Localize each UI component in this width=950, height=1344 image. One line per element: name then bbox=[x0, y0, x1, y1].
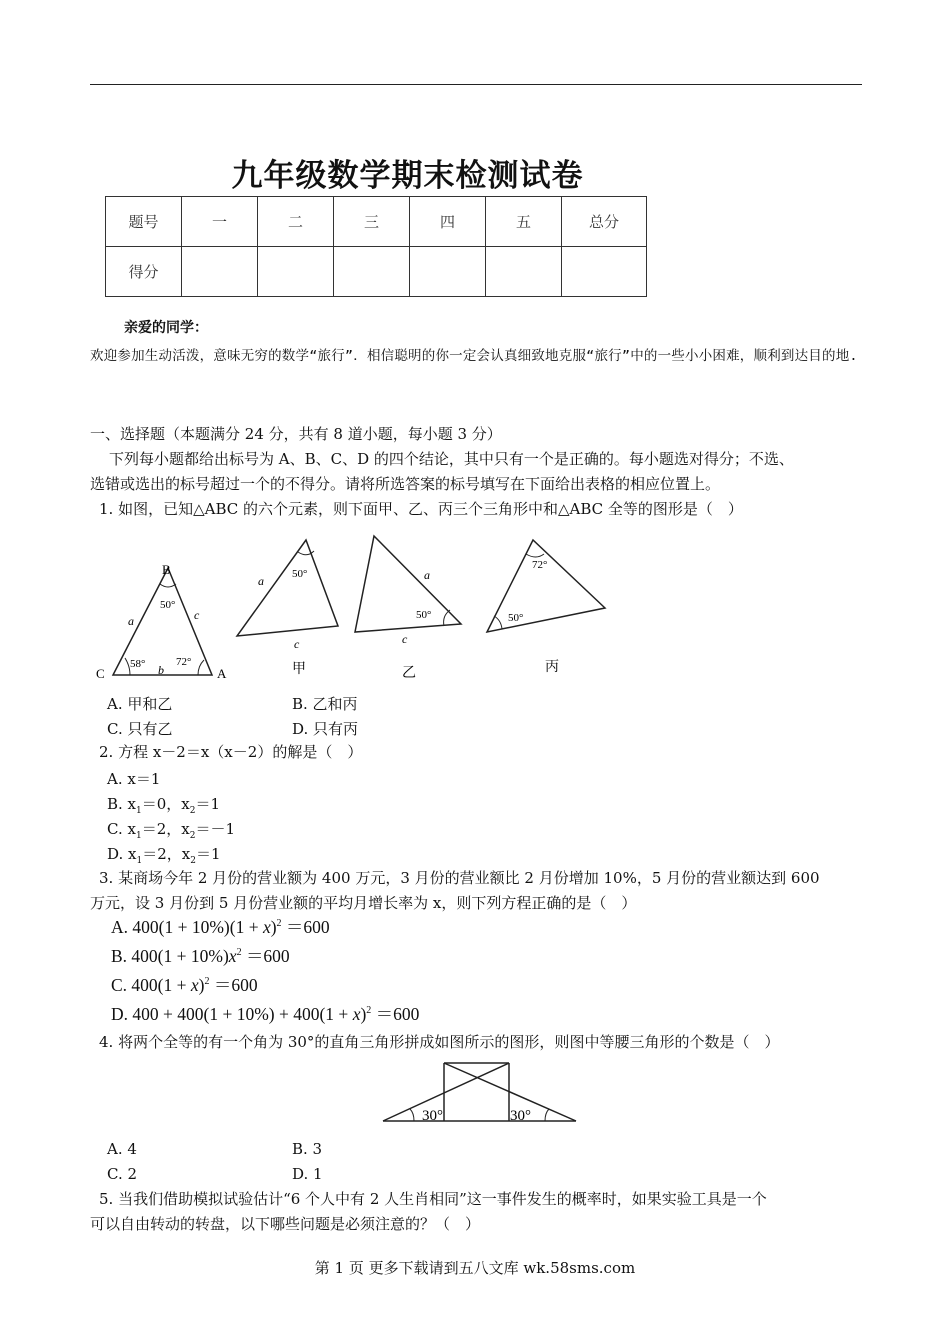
option-text: B. x bbox=[107, 795, 137, 813]
q2-option-c[interactable] bbox=[107, 818, 235, 841]
subscript: 1 bbox=[135, 831, 142, 841]
q4-option-d[interactable]: D. 1 bbox=[292, 1165, 323, 1183]
question-4-stem: 4. 将两个全等的有一个角为 30°的直角三角形拼成如图所示的图形，则图中等腰三角形的个数是（ ） bbox=[99, 1033, 780, 1051]
score-input-cell[interactable] bbox=[562, 247, 647, 297]
figure-label-jia: 甲 bbox=[292, 662, 306, 677]
angle-label: 58° bbox=[130, 658, 146, 670]
math-text: ) bbox=[198, 975, 205, 995]
math-text: ＝600 bbox=[371, 1004, 420, 1024]
angle-arc bbox=[160, 584, 176, 587]
exponent: 2 bbox=[204, 976, 210, 988]
angle-label: 50° bbox=[292, 568, 308, 580]
side-label: a bbox=[258, 574, 264, 588]
q1-figure bbox=[90, 530, 620, 685]
math-var: x bbox=[352, 1004, 361, 1024]
q4-option-a[interactable]: A. 4 bbox=[107, 1140, 137, 1158]
score-input-cell[interactable] bbox=[334, 247, 410, 297]
triangle-bing bbox=[487, 540, 605, 632]
section-instructions: 下列每小题都给出标号为 A、B、C、D 的四个结论，其中只有一个是正确的。每小题选对得分；不选、 bbox=[109, 450, 794, 468]
score-header-cell: 四 bbox=[410, 197, 486, 247]
q3-option-c[interactable] bbox=[111, 972, 258, 997]
option-text: ＝－1 bbox=[195, 820, 235, 838]
page-footer: 第 1 页 更多下载请到五八文库 wk.58sms.com bbox=[314, 1259, 636, 1277]
score-header-cell: 一 bbox=[182, 197, 258, 247]
score-input-cell[interactable] bbox=[182, 247, 258, 297]
question-5-stem: 可以自由转动的转盘，以下哪些问题是必须注意的？（ ） bbox=[90, 1215, 481, 1233]
q2-option-d[interactable] bbox=[107, 843, 221, 866]
score-header-cell: 三 bbox=[334, 197, 410, 247]
section-heading: 一、选择题（本题满分 24 分，共有 8 道小题，每小题 3 分） bbox=[90, 425, 502, 443]
hypotenuse bbox=[383, 1063, 509, 1121]
side-label: a bbox=[128, 614, 134, 628]
math-var: x bbox=[262, 917, 271, 937]
math-text: ) bbox=[360, 1004, 367, 1024]
option-text: ＝2，x bbox=[141, 820, 190, 838]
q3-option-b[interactable] bbox=[111, 943, 290, 968]
score-input-cell[interactable] bbox=[258, 247, 334, 297]
option-text: ＝2，x bbox=[142, 845, 191, 863]
angle-label: 30° bbox=[510, 1108, 531, 1124]
subscript: 2 bbox=[190, 856, 196, 866]
q2-option-b[interactable] bbox=[107, 793, 220, 816]
section-instructions: 选错或选出的标号超过一个的不得分。请将所选答案的标号填写在下面给出表格的相应位置上。 bbox=[90, 475, 721, 493]
subscript: 2 bbox=[189, 806, 196, 816]
subscript: 1 bbox=[136, 856, 143, 866]
score-input-cell[interactable] bbox=[486, 247, 562, 297]
header-rule bbox=[90, 84, 862, 85]
page-title: 九年级数学期末检测试卷 bbox=[231, 158, 584, 194]
math-text: ＝600 bbox=[241, 946, 290, 966]
angle-label: 50° bbox=[160, 599, 176, 611]
angle-label: 72° bbox=[176, 656, 192, 668]
question-2-stem: 2. 方程 x－2＝x（x－2）的解是（ ） bbox=[99, 743, 363, 761]
score-row-label: 得分 bbox=[106, 247, 182, 297]
vertex-label-b: B bbox=[162, 562, 171, 577]
q1-option-c[interactable]: C. 只有乙 bbox=[107, 720, 173, 738]
question-3-stem: 万元，设 3 月份到 5 月份营业额的平均月增长率为 x，则下列方程正确的是（ ） bbox=[90, 894, 637, 912]
angle-arc bbox=[494, 616, 502, 629]
subscript: 1 bbox=[136, 806, 142, 816]
angle-label: 50° bbox=[508, 612, 524, 624]
q3-option-d[interactable] bbox=[111, 1001, 419, 1026]
question-5-stem: 5. 当我们借助模拟试验估计“6 个人中有 2 人生肖相同”这一事件发生的概率时，如果实验工具是一个 bbox=[99, 1190, 767, 1208]
angle-arc bbox=[198, 660, 204, 675]
angle-label: 30° bbox=[422, 1108, 443, 1124]
score-table bbox=[105, 196, 647, 297]
score-input-cell[interactable] bbox=[410, 247, 486, 297]
side-label: c bbox=[194, 608, 200, 622]
q4-option-b[interactable]: B. 3 bbox=[292, 1140, 323, 1158]
triangle-yi bbox=[355, 536, 461, 632]
math-text: B. 400(1 + 10%) bbox=[111, 946, 229, 966]
greeting: 亲爱的同学： bbox=[124, 320, 208, 336]
question-3-stem: 3. 某商场今年 2 月份的营业额为 400 万元，3 月份的营业额比 2 月份增加 10%，5 月份的营业额达到 600 bbox=[99, 869, 820, 887]
score-header-cell: 五 bbox=[486, 197, 562, 247]
score-header-cell: 题号 bbox=[106, 197, 182, 247]
option-text: ＝1 bbox=[195, 845, 221, 863]
math-text: ＝600 bbox=[281, 917, 330, 937]
vertex-label-a: A bbox=[217, 666, 227, 681]
side-label: c bbox=[402, 632, 408, 646]
question-1-stem: 1. 如图，已知△ABC 的六个元素，则下面甲、乙、丙三个三角形中和△ABC 全等的图形是（ ） bbox=[99, 500, 743, 518]
math-var: x bbox=[190, 975, 199, 995]
q3-option-a[interactable] bbox=[111, 914, 330, 939]
option-text: C. x bbox=[107, 820, 136, 838]
angle-arc bbox=[410, 1109, 414, 1121]
figure-label-bing: 丙 bbox=[545, 660, 559, 675]
option-text: D. x bbox=[107, 845, 137, 863]
math-text: ) bbox=[270, 917, 277, 937]
math-text: C. 400(1 + bbox=[111, 975, 191, 995]
intro-text: 欢迎参加生动活泼，意味无穷的数学“旅行”．相信聪明的你一定会认真细致地克服“旅行”中的一些小小困难，顺利到达目的地. bbox=[90, 348, 858, 364]
q1-option-d[interactable]: D. 只有丙 bbox=[292, 720, 359, 738]
triangle-jia bbox=[237, 540, 338, 636]
q2-option-a[interactable]: A. x＝1 bbox=[107, 770, 161, 788]
vertex-label-c: C bbox=[96, 666, 105, 681]
q1-option-a[interactable]: A. 甲和乙 bbox=[107, 695, 173, 713]
q4-figure bbox=[378, 1058, 583, 1128]
angle-label: 72° bbox=[532, 559, 548, 571]
subscript: 2 bbox=[189, 831, 196, 841]
angle-label: 50° bbox=[416, 609, 432, 621]
angle-arc bbox=[526, 554, 544, 557]
side-label: c bbox=[294, 637, 300, 651]
angle-arc bbox=[545, 1109, 549, 1121]
math-var: x bbox=[228, 946, 237, 966]
option-text: ＝1 bbox=[195, 795, 221, 813]
score-header-cell: 二 bbox=[258, 197, 334, 247]
math-text: A. 400(1 + 10%)(1 + bbox=[111, 917, 263, 937]
option-text: ＝0，x bbox=[141, 795, 190, 813]
score-header-cell: 总分 bbox=[562, 197, 647, 247]
side-label: a bbox=[424, 568, 430, 582]
exponent: 2 bbox=[276, 918, 282, 930]
q1-option-b[interactable]: B. 乙和丙 bbox=[292, 695, 358, 713]
math-text: D. 400 + 400(1 + 10%) + 400(1 + bbox=[111, 1004, 353, 1024]
exponent: 2 bbox=[236, 947, 242, 959]
side-label: b bbox=[158, 663, 164, 677]
math-text: ＝600 bbox=[209, 975, 258, 995]
q4-option-c[interactable]: C. 2 bbox=[107, 1165, 138, 1183]
figure-label-yi: 乙 bbox=[402, 666, 416, 681]
exponent: 2 bbox=[366, 1005, 372, 1017]
